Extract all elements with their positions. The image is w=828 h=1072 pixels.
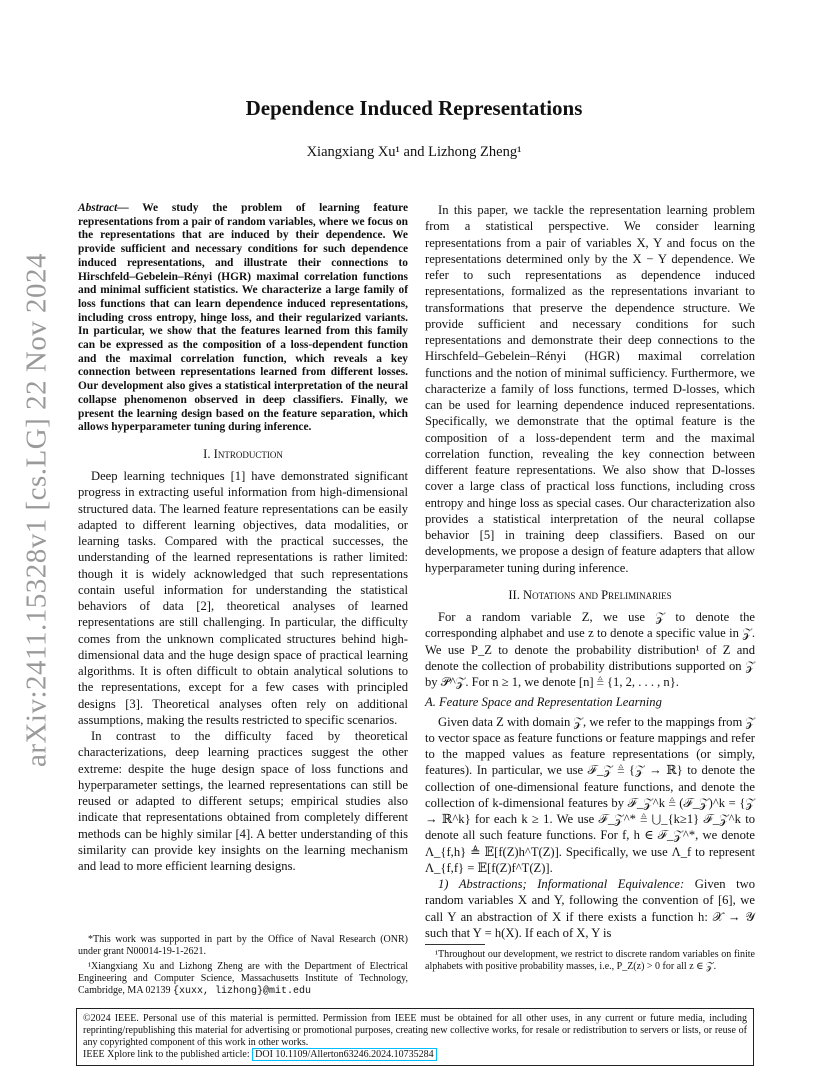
intro-paragraph-3: In this paper, we tackle the representation learning problem from a statistical perspective. We consider learning representations from a pair of variables X, Y and focus on the representations determined only by the X − Y dependence. We refer to such representations as dependence induced representations, formalized as the representations invariant to transformations that preserve the dependence structure. We provide sufficient and necessary conditions for such representations and demonstrate their deep connections to the Hirschfeld–Gebelein–Rényi (HGR) maximal correlation functions and the notion of minimal sufficiency. Furthermore, we characterize a family of loss functions, termed D-losses, which can be used for learning dependence induced representations. Specifically, we demonstrate that the optimal feature is the composition of a loss-dependent term and the maximal correlation function, revealing the key connection between different feature representations. We also show that D-losses cover a large class of practical loss functions, including cross entropy and hinge loss as special cases. Our characterization also provides a statistical interpretation of the neural collapse behavior [5] in training deep classifiers. Based on our developments, we propose a design of feature adapters that allow hyperparameter tuning during inference. [425,203,755,575]
left-column [78,202,408,874]
footnote-discrete-variables: ¹Throughout our development, we restrict to discrete random variables on finite alphabets with positive probability masses, i.e., P_Z(z) > 0 for all z ∈ 𝒵. [425,949,755,972]
abstractions-text: Given two random variables X and Y, following the convention of [6], we call Y an abstraction of X if there exists a function h: 𝒳 → 𝒴 such that Y = h(X). If each of X, Y is [425,877,755,940]
notation-paragraph-1: For a random variable Z, we use 𝒵 to denote the corresponding alphabet and use z to denote a specific value in 𝒵. We use P_Z to denote the probability distribution¹ of Z and denote the collection of probability distributions supported on 𝒵 by 𝒫^𝒵. For n ≥ 1, we denote [n] ≜ {1, 2, . . . , n}. [425,610,755,689]
copyright-notice [76,1008,754,1066]
abstractions-lead: 1) Abstractions; Informational Equivalence: [438,877,685,891]
footnotes-right [425,944,755,976]
abstract-text: — We study the problem of learning feature representations from a pair of random variables, where we focus on the representations that are induced by their dependence. We provide sufficient and necessary conditions for such dependence induced representations, and illustrate their connections to Hirschfeld–Gebelein–Rényi (HGR) maximal correlation functions and minimal sufficient statistics. We characterize a large family of loss functions that can learn dependence induced representations, including cross entropy, hinge loss, and their regularized variants. In particular, we show that the features learned from this family can be expressed as the composition of a loss-dependent function and the maximal correlation function, which reveals a key connection between representations learned from different losses. Our development also gives a statistical interpretation of the neural collapse phenomenon observed in deep classifiers. Finally, we present the learning design based on the feature separation, which allows hyperparameter tuning during inference. [78,202,408,434]
footnote-funding: *This work was supported in part by the Office of Naval Research (ONR) under grant N00014-19-1-2621. [78,934,408,957]
intro-paragraph-2: In contrast to the difficulty faced by theoretical characterizations, deep learning practices suggest the other extreme: despite the huge design space of loss functions and hyperparameter settings, the learned representations can still be reused or adapted to different setups; empirical studies also indicate that representations obtained from completely different methods can be highly similar [4]. A better understanding of this similarity can provide key insights on the learning mechanism and lead to more efficient learning designs. [78,729,408,874]
subsection-heading-feature-space: A. Feature Space and Representation Learning [425,695,662,710]
arxiv-sidebar [14,250,60,770]
footnote-affiliation [78,961,408,998]
paper-authors: Xiangxiang Xu¹ and Lizhong Zheng¹ [306,144,522,160]
abstractions-paragraph [425,876,755,941]
right-column [425,202,755,941]
copyright-text: ©2024 IEEE. Personal use of this material is permitted. Permission from IEEE must be obtained for all other uses, in any current or future media, including reprinting/republishing this material for advertising or promotional purposes, creating new collective works, for resale or redistribution to servers or lists, or reuse of any copyrighted component of this work in other works. [83,1013,747,1048]
footnote-email: {xuxx, lizhong}@mit.edu [173,986,312,997]
abstract-lead: Abstract [78,202,118,214]
footnote-rule [425,944,485,945]
paper-title: Dependence Induced Representations [245,96,583,120]
section-heading-introduction: I. Introduction [203,446,283,461]
footnote-affiliation-text: ¹Xiangxiang Xu and Lizhong Zheng are with the Department of Electrical Engineering and Computer Science, Massachusetts Institute of Technology, Cambridge, MA 02139 [78,961,408,996]
section-heading-notations: II. Notations and Preliminaries [508,587,672,602]
doi-link[interactable]: DOI 10.1109/Allerton63246.2024.10735284 [252,1048,437,1061]
abstract [78,202,408,435]
xplore-link-prefix: IEEE Xplore link to the published article: [83,1049,253,1060]
intro-paragraph-1: Deep learning techniques [1] have demonstrated significant progress in extracting useful information from high-dimensional structured data. The learned feature representations can be easily adapted to different learning objectives, data modalities, or learning tasks. Compared with the practical successes, the understanding of the learned representations is rather limited: though it is widely acknowledged that such representations contain useful information for understanding the statistical behaviors of data [2], theoretical analyses of learned representations are still challenging. In particular, the difficulty comes from the unknown complicated structures behind high-dimensional data and the huge design space of practical learning algorithms. It is often difficult to obtain analytical solutions to the representations, except for a few cases with principled designs [3]. Theoretical analyses often rely on additional assumptions, making the results restricted to specific scenarios. [78,469,408,727]
footnotes-left [78,934,408,1001]
arxiv-identifier: arXiv:2411.15328v1 [cs.LG] 22 Nov 2024 [20,252,53,768]
feature-space-paragraph: Given data Z with domain 𝒵, we refer to the mappings from 𝒵 to vector space as feature functions or feature mappings and refer to the mapped values as feature representations (or simply, features). In particular, we use ℱ_𝒵 ≜ {𝒵 → ℝ} to denote the collection of one-dimensional feature functions, and denote the collection of k-dimensional features by ℱ_𝒵^k ≜ (ℱ_𝒵)^k = {𝒵 → ℝ^k} for each k ≥ 1. We use ℱ_𝒵^* ≜ ⋃_{k≥1} ℱ_𝒵^k to denote all such feature functions. For f, h ∈ ℱ_𝒵^*, we denote Λ_{f,h} ≜ 𝔼[f(Z)h^T(Z)]. Specifically, we use Λ_f to represent Λ_{f,f} = 𝔼[f(Z)f^T(Z)]. [425,714,755,875]
